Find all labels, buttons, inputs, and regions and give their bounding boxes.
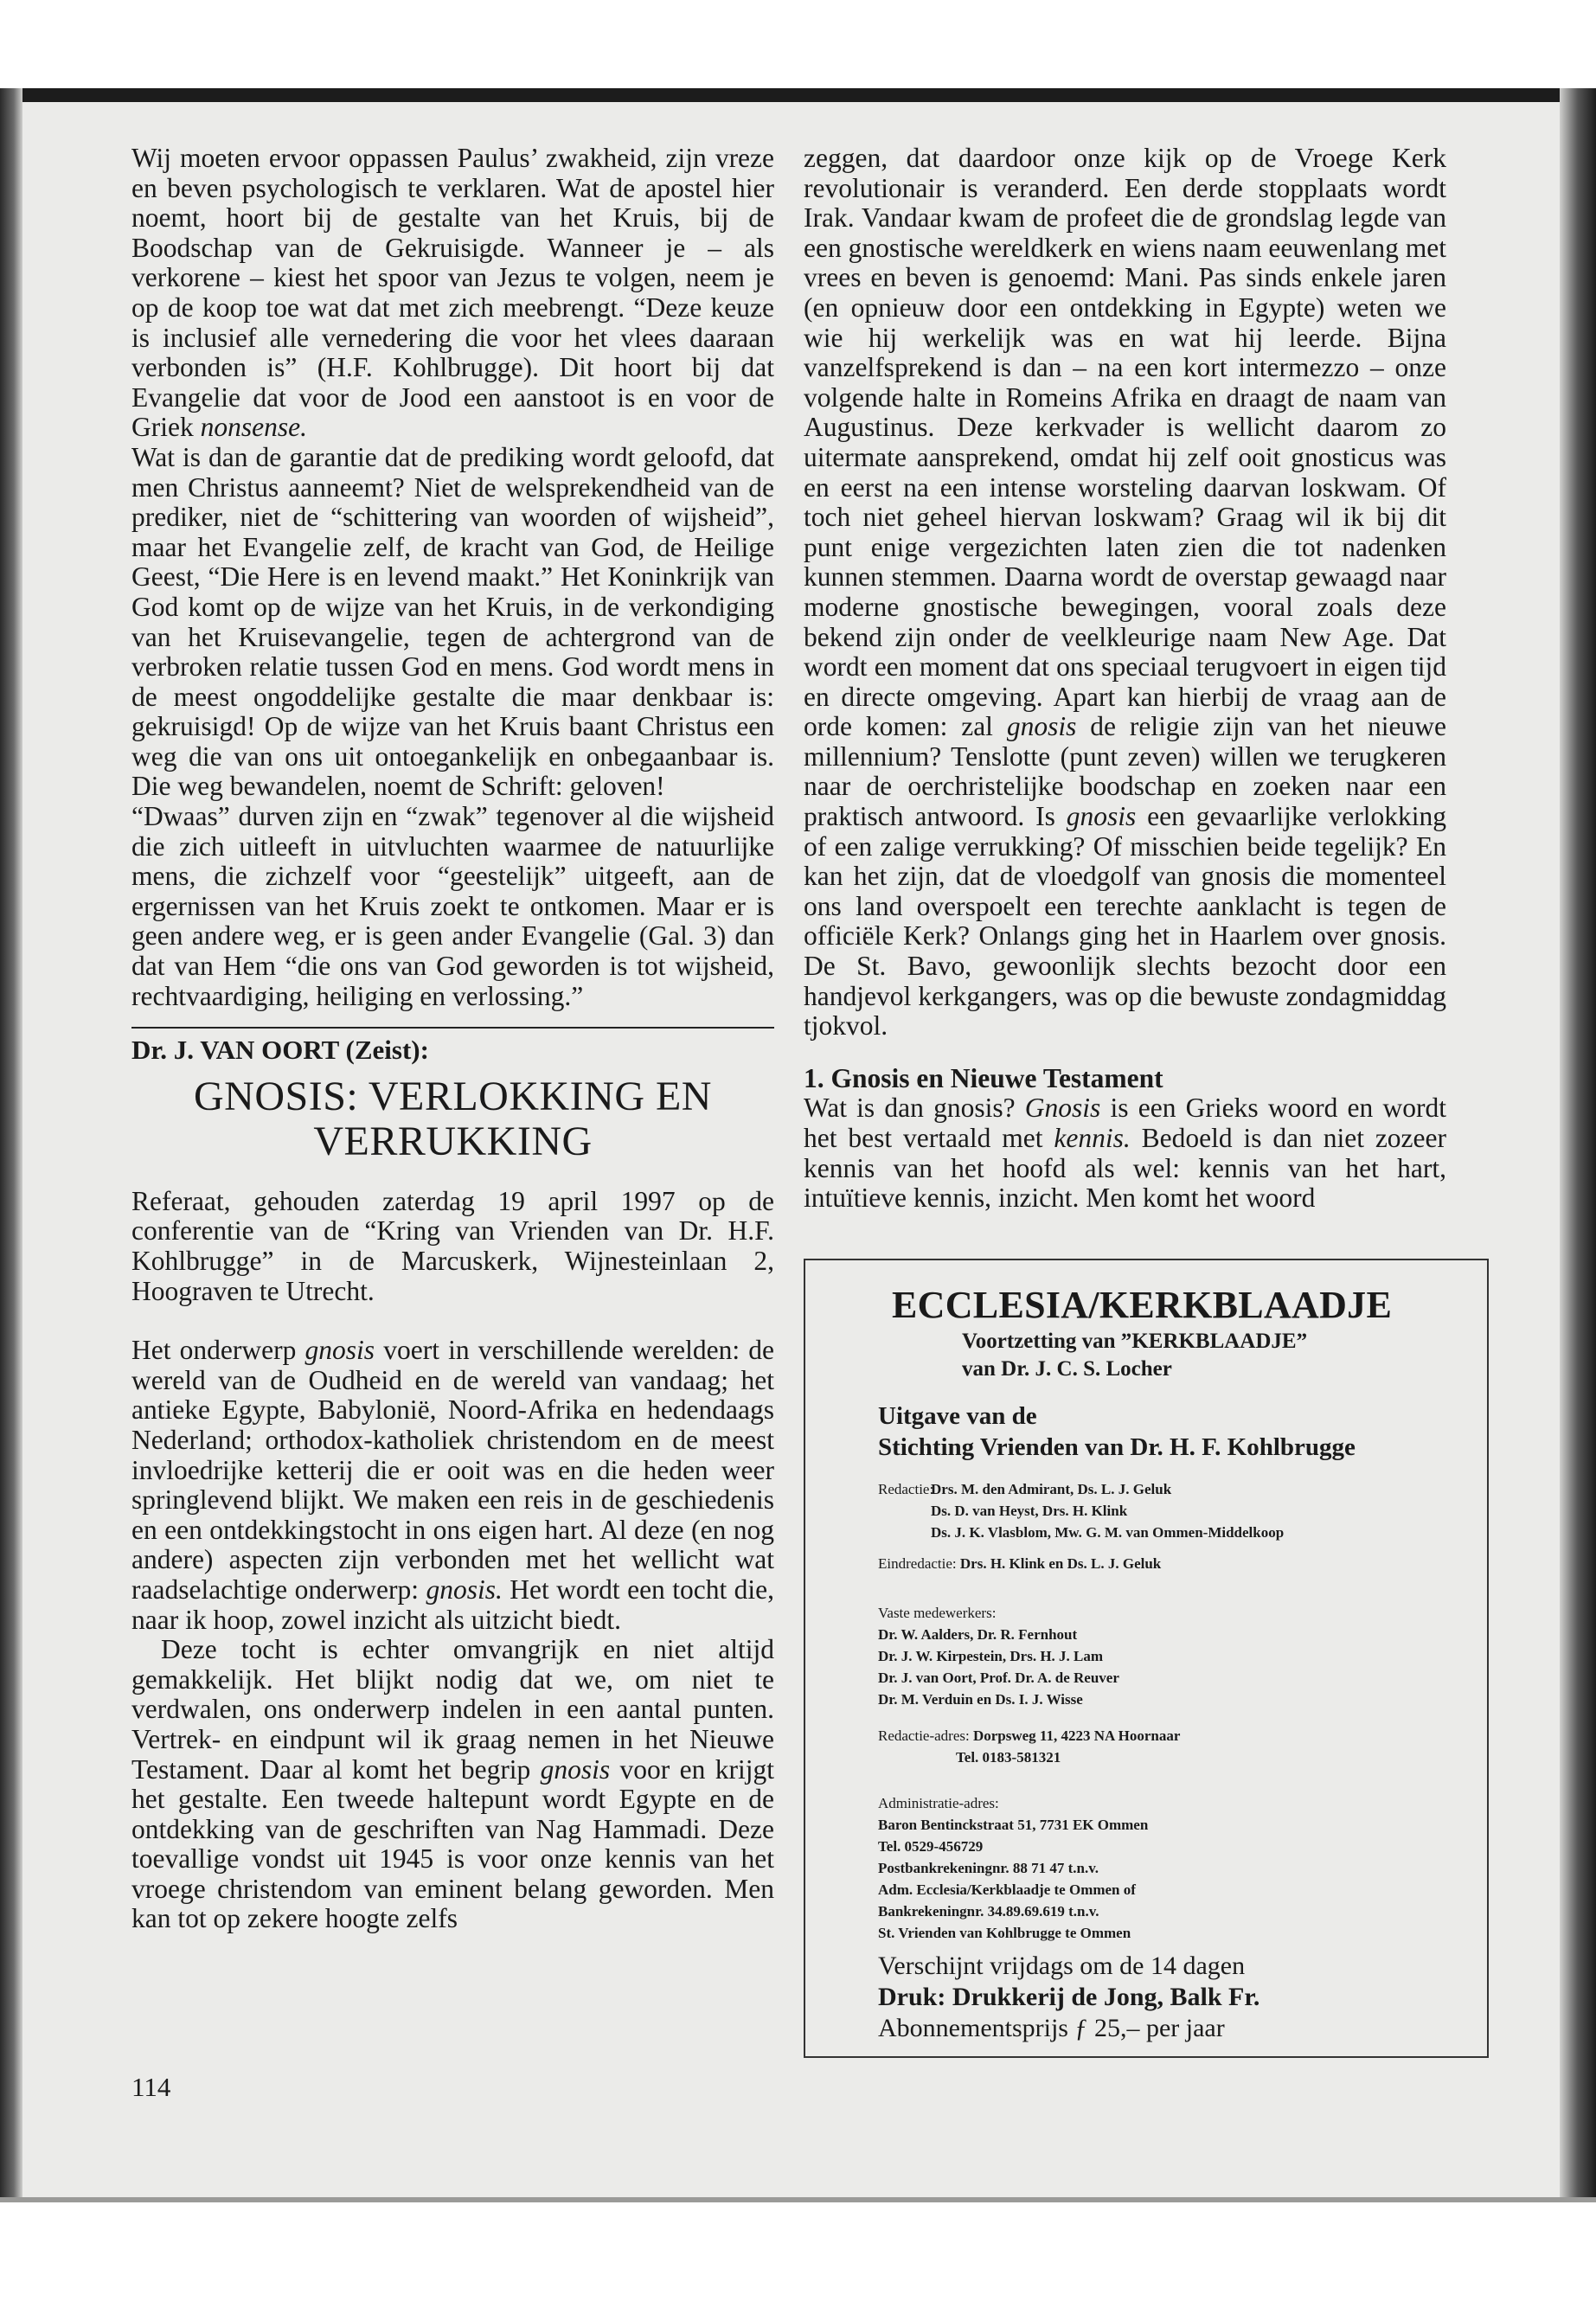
divider — [131, 1027, 774, 1029]
colophon-subtitle: van Dr. J. C. S. Locher — [962, 1357, 1172, 1381]
publication-info: Verschijnt vrijdags om de 14 dagen Druk: Drukkerij de Jong, Balk Fr. Abonnementsprijs ƒ 25,– per jaar — [878, 1952, 1260, 2042]
publisher: Stichting Vrienden van Dr. H. F. Kohlbrugge — [878, 1433, 1356, 1461]
colophon-title: ECCLESIA/KERKBLAADJE — [892, 1284, 1393, 1326]
right-column — [804, 144, 1446, 1214]
article-title: GNOSIS: VERLOKKING EN VERRUKKING — [194, 1073, 712, 1164]
paragraph: Deze tocht is echter omvangrijk en niet altijd gemakkelijk. Het blijkt nodig dat we, om niet te verdwalen, ons onderwerp indelen in een aantal punten. Vertrek- en eindpunt wil ik graag nemen in het Nieuwe Testament. Daar al komt het begrip gnosis voor en krijgt het gestalte. Een tweede haltepunt wordt Egypte en de ontdekking van de geschriften van Nag Hammadi. Deze toevallige vondst uit 1945 is voor onze kennis van het vroege christendom van eminent belang geworden. Men kan tot op zekere hoogte zelfs — [131, 1634, 774, 1934]
redactie-adres: Redactie-adres: Dorpsweg 11, 4223 NA Hoornaar Tel. 0183-581321 — [878, 1727, 1181, 1766]
left-column — [131, 144, 774, 1934]
scan-edge-left — [0, 88, 22, 2202]
paragraph: zeggen, dat daardoor onze kijk op de Vroege Kerk revolutionair is veranderd. Een derde stopplaats wordt Irak. Vandaar kwam de profeet die de grondslag legde van een gnostische wereldkerk en wiens naam eeuwenlang met vrees en beven is genoemd: Mani. Pas sinds enkele jaren (en opnieuw door een ontdekking in Egypte) weten we wie hij werkelijk was en wat hij leerde. Bijna vanzelfsprekend is dan – na een kort intermezzo – onze volgende halte in Romeins Afrika en draagt de naam van Augustinus. Deze kerkvader is wellicht daarom zo uitermate aansprekend, omdat hij zelf ooit gnosticus was en eerst na een intense worsteling daarvan loskwam. Of toch niet geheel hiervan loskwam? Graag wil ik bij dit punt enige vergezichten laten zien die tot nadenken kunnen stemmen. Daarna wordt de overstap gewaagd naar moderne gnostische bewegingen, vooral zoals deze bekend zijn onder de veelkleurige naam New Age. Dat wordt een moment dat ons speciaal terugvoert in eigen tijd en directe omgeving. Apart kan hierbij de vraag aan de orde komen: zal gnosis de religie zijn van het nieuwe millennium? Tenslotte (punt zeven) willen we terugkeren naar de oerchristelijke boodschap en zoeken naar een praktisch antwoord. Is gnosis een gevaarlijke verlokking of een zalige verrukking? Of misschien beide tegelijk? En kan het zijn, dat de vloedgolf van gnosis die momenteel ons land overspoelt een terechte aanklacht is tegen de officiële Kerk? Onlangs ging het in Haarlem over gnosis. De St. Bavo, gewoonlijk slechts bezocht door een handjevol kerkgangers, was op die bewuste zondagmiddag tjokvol. — [804, 143, 1447, 1042]
eindredactie: Eindredactie: Drs. H. Klink en Ds. L. J. Geluk — [878, 1555, 1162, 1572]
scan-edge-right — [1560, 88, 1596, 2202]
paragraph: Wat is dan de garantie dat de prediking wordt geloofd, dat men Christus aanneemt? Niet de welsprekendheid van de prediker, niet de “schittering van woorden of wijsheid”, maar het Evangelie zelf, de kracht van God, de Heilige Geest, “Die Here is en levend maakt.” Het Koninkrijk van God komt op de wijze van het Kruis, in de verkondiging van het Kruisevangelie, tegen de achtergrond van de verbroken relatie tussen God en mens. God wordt mens in de meest ongoddelijke gestalte die maar denkbaar is: gekruisigd! Op de wijze van het Kruis baant Christus een weg die van ons uit ontoegankelijk en onbegaanbaar is. Die weg bewandelen, noemt de Schrift: geloven! — [131, 441, 774, 802]
colophon-subtitle: Voortzetting van ”KERKBLAADJE” — [962, 1330, 1308, 1353]
section-heading: 1. Gnosis en Nieuwe Testament — [804, 1062, 1163, 1093]
administratie-adres: Administratie-adres: Baron Bentinckstraat 51, 7731 EK Ommen Tel. 0529-456729 Postbankrekeningnr. 88 71 47 t.n.v. Adm. Ecclesia/Kerkblaadje te Ommen of Bankrekeningnr. 34.89.69.619 t.n.v. St. Vrienden van Kohlbrugge te Ommen — [878, 1795, 1149, 1941]
medewerkers: Vaste medewerkers: Dr. W. Aalders, Dr. R. Fernhout Dr. J. W. Kirpestein, Drs. H. J. Lam Dr. J. van Oort, Prof. Dr. A. de Reuver Dr. M. Verduin en Ds. I. J. Wisse — [878, 1605, 1119, 1708]
scan-edge-bottom — [0, 2197, 1596, 2202]
redactie: Redactie: Drs. M. den Admirant, Ds. L. J. Geluk Ds. D. van Heyst, Drs. H. Klink Ds. J. K. Vlasblom, Mw. G. M. van Ommen-Middelkoop — [878, 1481, 1285, 1541]
article-author: Dr. J. VAN OORT (Zeist): — [131, 1035, 429, 1066]
scan-edge-top — [0, 88, 1596, 102]
paragraph: Wat is dan gnosis? Gnosis is een Grieks woord en wordt het best vertaald met kennis. Bedoeld is dan niet zozeer kennis van het hoofd als wel: kennis van het hart, intuïtieve kennis, inzicht. Men komt het woord — [804, 1093, 1446, 1214]
paragraph: Wij moeten ervoor oppassen Paulus’ zwakheid, zijn vreze en beven psychologisch te verklaren. Wat de apostel hier noemt, hoort bij de gestalte van het Kruis, bij de Boodschap van de Gekruisigde. Wanneer je – als verkorene – kiest het spoor van Jezus te volgen, neem je op de koop toe wat dat met zich meebrengt. “Deze keuze is inclusief alle vernedering die voor het vlees daaraan verbonden is” (H.F. Kohlbrugge). Dit hoort bij dat Evangelie dat voor de Jood een aanstoot is en voor de Griek nonsense. — [131, 143, 774, 443]
paragraph: “Dwaas” durven zijn en “zwak” tegenover al die wijsheid die zich uitleeft in uitvluchten waarmee de natuurlijke mens, die zichzelf voor “geestelijk” uitgeeft, aan de ergernissen van het Kruis zoekt te ontkomen. Maar er is geen andere weg, er is geen ander Evangelie (Gal. 3) dan dat van Hem “die ons van God geworden is tot wijsheid, rechtvaardiging, heiliging en verlossing.” — [131, 801, 774, 1011]
publisher: Uitgave van de — [878, 1402, 1037, 1430]
paragraph: Het onderwerp gnosis voert in verschillende werelden: de wereld van de Oudheid en de wereld van vandaag; het antieke Egypte, Babylonië, Noord-Afrika en hedendaags Nederland; orthodox-katholiek christendom en de meest invloedrijke ketterij die er ooit was en die heden weer springlevend blijkt. We maken een reis in de geschiedenis en een ontdekkingstocht in ons eigen hart. Al deze (en nog andere) aspecten zijn verbonden met het wellicht wat raadselachtige onderwerp: gnosis. Het wordt een tocht die, naar ik hoop, zowel inzicht als uitzicht biedt. — [131, 1335, 775, 1635]
article-intro: Referaat, gehouden zaterdag 19 april 1997 op de conferentie van de “Kring van Vrienden van Dr. H.F. Kohlbrugge” in de Marcuskerk, Wijnesteinlaan 2, Hoograven te Utrecht. — [131, 1185, 774, 1306]
page-number: 114 — [131, 2072, 171, 2102]
colophon-box — [804, 1259, 1489, 2058]
